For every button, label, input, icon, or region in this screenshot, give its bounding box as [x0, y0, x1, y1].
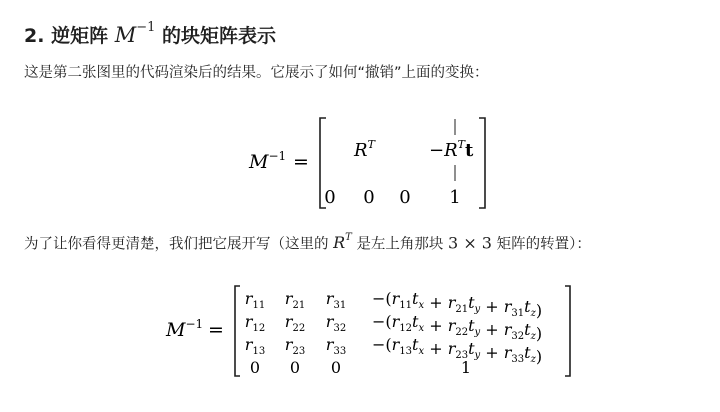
- eq2-cell-r3-c2: 0: [330, 358, 342, 377]
- eq2-cell-r0-c0: $r_{11}$: [244, 289, 266, 311]
- eq2-cell-r2-c2: $r_{33}$: [325, 335, 347, 357]
- para2-text-mid: 是左上角那块: [356, 236, 444, 253]
- para2-text-before: 为了让你看得更清楚，我们把它展开写（这里的: [24, 236, 329, 253]
- para2-text-after: 矩阵的转置）：: [496, 236, 591, 253]
- eq2-cell-r3-c1: 0: [289, 358, 301, 377]
- eq1-bottom-0: 0: [324, 187, 336, 208]
- eq2-cell-r1-c1: $r_{22}$: [284, 312, 306, 334]
- heading-text-after: 的块矩阵表示: [162, 25, 277, 47]
- eq2-cells: [245, 289, 542, 377]
- eq2-cell-r1-c3: $-(r_{12}t_x + r_{22}t_y + r_{32}t_z)$: [372, 312, 543, 343]
- eq2-cell-r1-c0: $r_{12}$: [244, 312, 266, 334]
- eq2-cell-r1-c2: $r_{32}$: [325, 312, 347, 334]
- eq2-cell-r3-c0: 0: [249, 358, 261, 377]
- eq1-equals: =: [293, 151, 309, 173]
- heading-number: 2.: [24, 25, 45, 47]
- eq1-bottom-2: 0: [399, 187, 411, 208]
- heading-text-before: 逆矩阵: [51, 25, 109, 47]
- eq2-right-bracket: [565, 286, 570, 376]
- eq2-cell-r0-c2: $r_{31}$: [325, 289, 347, 311]
- eq2-cell-r0-c1: $r_{21}$: [284, 289, 306, 311]
- eq1-block-r: $R^T$: [354, 138, 375, 161]
- para2-math-r: $R^T$: [333, 232, 352, 253]
- eq2-cell-r2-c0: $r_{13}$: [244, 335, 266, 357]
- eq2-cell-r3-c3: 1: [460, 358, 472, 377]
- eq2-equals: =: [208, 319, 224, 341]
- paragraph-intro: 这是第二张图里的代码渲染后的结果。它展示了如何“撤销”上面的变换：: [24, 65, 489, 81]
- eq2-lhs: $M^{-1}$: [166, 317, 204, 341]
- eq1-block-t: $-R^Tt$: [429, 138, 474, 161]
- eq1-lhs: $M^{-1}$: [249, 149, 287, 173]
- para2-math-dim: 3 × 3: [448, 233, 492, 253]
- heading-math-base: M: [114, 23, 137, 47]
- eq2-left-bracket: [235, 286, 240, 376]
- eq2-cell-r2-c3: $-(r_{13}t_x + r_{23}t_y + r_{33}t_z)$: [372, 335, 543, 366]
- heading-math-exp: −1: [136, 20, 156, 35]
- eq1-bottom-1: 0: [363, 187, 375, 208]
- eq2-cell-r0-c3: $-(r_{11}t_x + r_{21}t_y + r_{31}t_z)$: [372, 289, 543, 320]
- eq1-bottom-3: 1: [449, 187, 461, 208]
- eq2-cell-r2-c1: $r_{23}$: [284, 335, 306, 357]
